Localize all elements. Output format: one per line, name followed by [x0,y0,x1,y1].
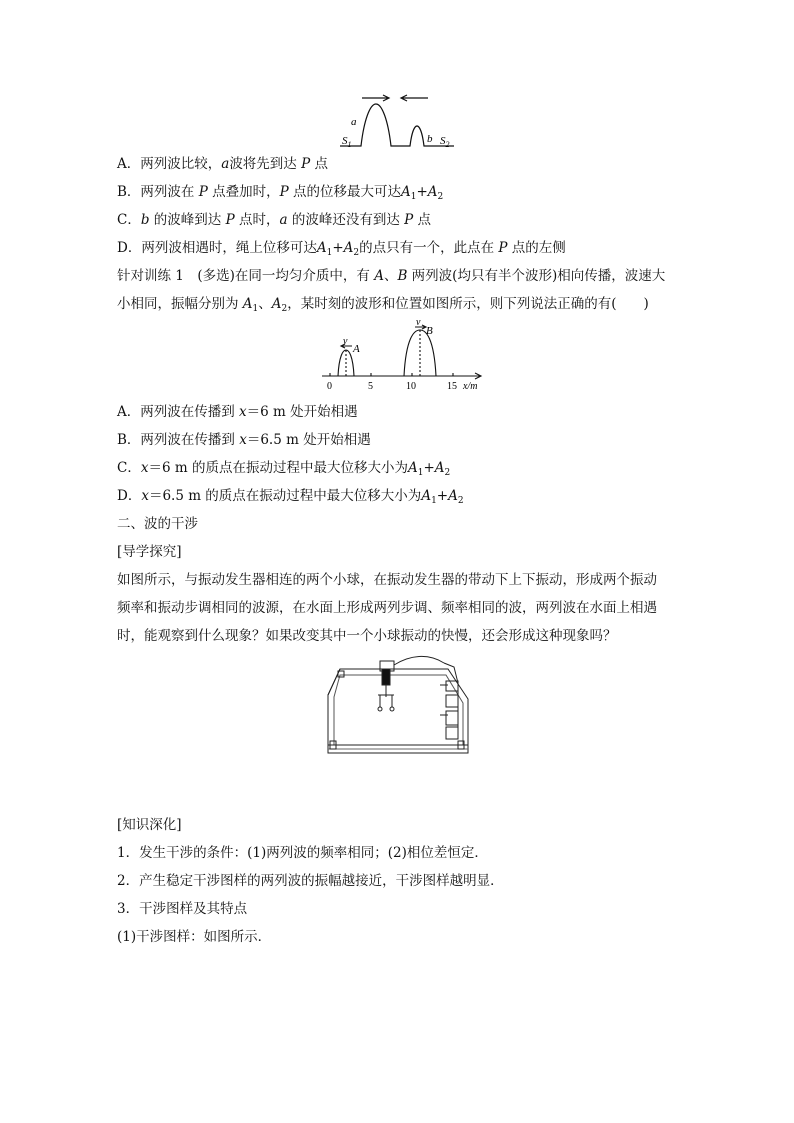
label-a: a [351,116,357,128]
q1-option-a: A．两列波比较，a波将先到达 P 点 [117,156,328,172]
q2-option-b: B．两列波在传播到 x＝6.5 m 处开始相遇 [117,432,371,448]
rope-line [340,104,454,146]
tick-label-10: 10 [406,381,416,392]
q1-option-c: C．b 的波峰到达 P 点时，a 的波峰还没有到达 P 点 [117,212,432,228]
guide-line-3: 时，能观察到什么现象？如果改变其中一个小球振动的快慢，还会形成这种现象吗？ [117,628,617,644]
training1-line1: 针对训练 1 (多选)在同一均匀介质中，有 A、B 两列波(均只有半个波形)相向传播，波速大 [117,268,666,284]
point-2: 2．产生稳定干涉图样的两列波的振幅越接近，干涉图样越明显． [117,873,504,889]
label-s2: $S_2$ [440,135,450,149]
arrow-left-icon [401,95,428,101]
guide-line-2: 频率和振动步调相同的波源，在水面上形成两列步调、频率相同的波，两列波在水面上相遇 [117,600,657,616]
training1-line2: 小相同，振幅分别为 $A_1$、$A_2$，某时刻的波形和位置如图所示，则下列说法正确的有( ) [117,296,649,314]
axis-label: x/m [463,381,478,392]
guide-heading: [导学探究] [117,544,182,560]
label-b: b [427,133,433,145]
arrow-right-icon [362,95,389,101]
guide-line-1: 如图所示，与振动发生器相连的两个小球，在振动发生器的带动下上下振动，形成两个振动 [117,572,657,588]
tick-label-15: 15 [447,381,457,392]
ripple-tank-image [320,655,475,760]
waves-ab-figure [318,318,494,394]
q2-option-d: D．x＝6.5 m 的质点在振动过程中最大位移大小为$A_1+A_2$ [117,488,464,506]
tick-label-0: 0 [327,381,332,392]
point-4: (1)干涉图样：如图所示． [117,929,272,945]
v-label-b: v [416,318,421,328]
section-title: 二、波的干涉 [117,516,198,532]
wave-b-label: B [426,325,433,337]
q2-option-a: A．两列波在传播到 x＝6 m 处开始相遇 [117,404,358,420]
q1-option-b: B．两列波在 P 点叠加时，P 点的位移最大可达$A_1+A_2$ [117,184,444,202]
q2-option-c: C．x＝6 m 的质点在振动过程中最大位移大小为$A_1+A_2$ [117,460,451,478]
wave-a-label: A [353,343,360,355]
point-1: 1．发生干涉的条件：(1)两列波的频率相同；(2)相位差恒定． [117,845,488,861]
tick-label-5: 5 [368,381,373,392]
v-label-a: v [343,336,348,347]
two-pulses-figure [336,90,466,152]
q1-option-d: D．两列波相遇时，绳上位移可达$A_1+A_2$的点只有一个，此点在 P 点的左侧 [117,240,566,258]
label-s1: $S_1$ [342,135,352,149]
point-3: 3．干涉图样及其特点 [117,901,248,917]
knowledge-heading: [知识深化] [117,817,182,833]
